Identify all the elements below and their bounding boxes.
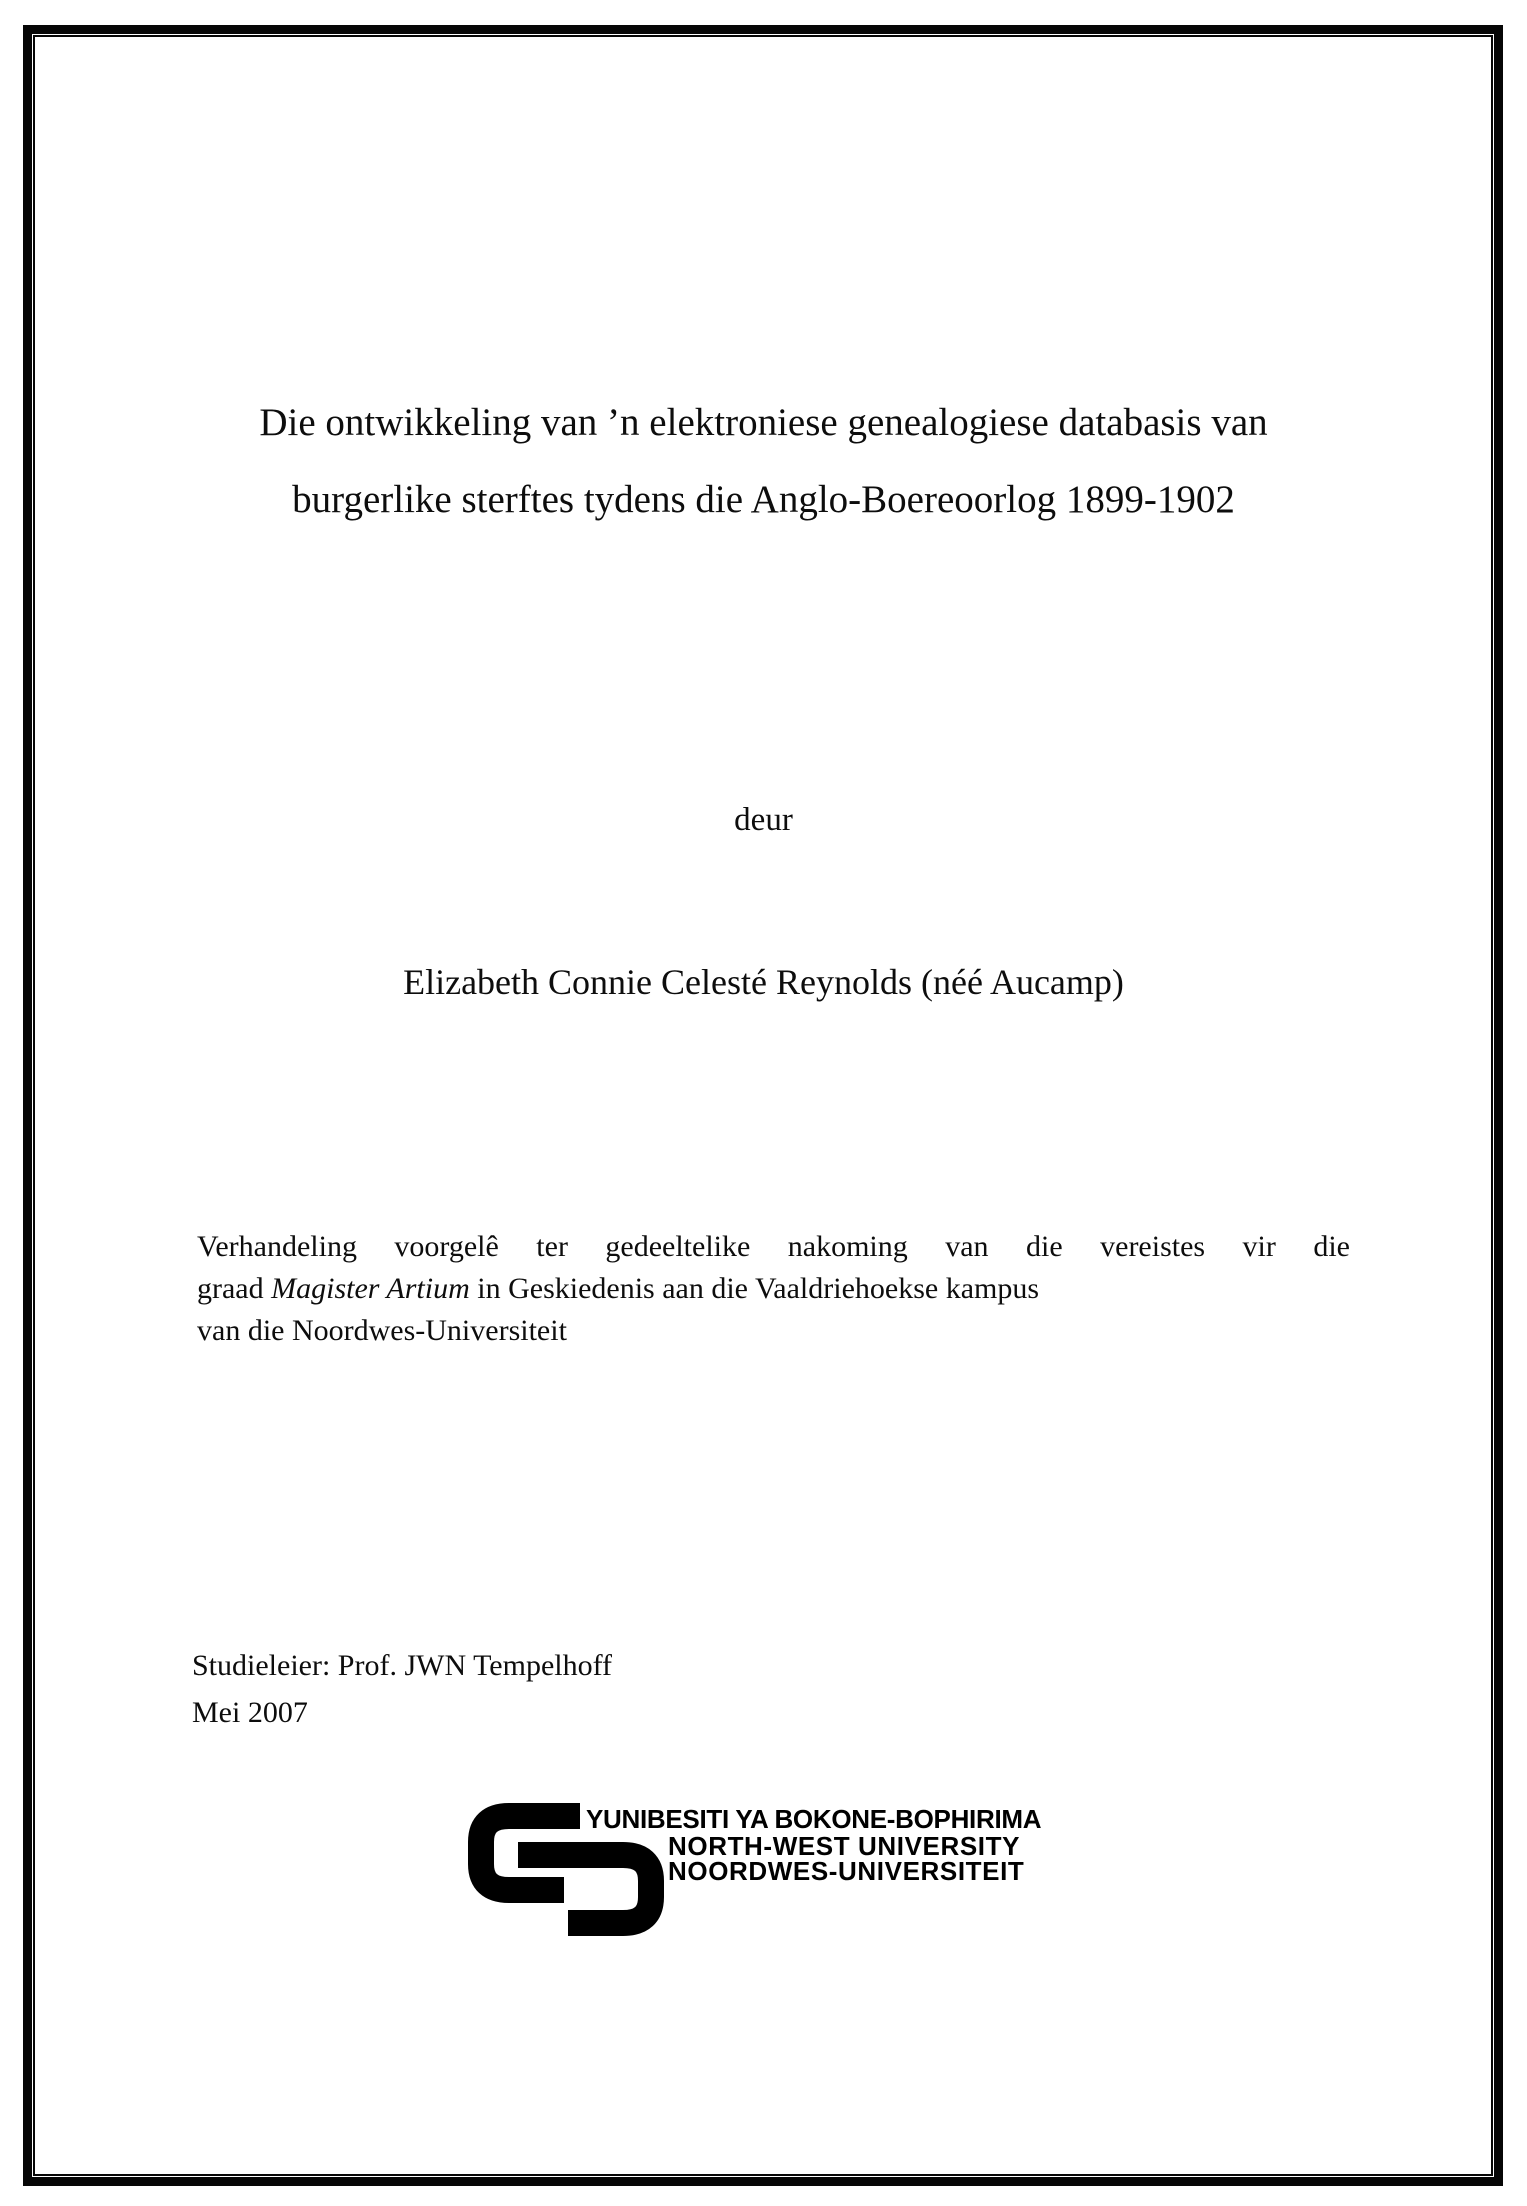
degree-statement [197, 1226, 1350, 1352]
logo-text-afrikaans: NOORDWES-UNIVERSITEIT [668, 1856, 1025, 1886]
logo-text-english: NORTH-WEST UNIVERSITY [668, 1831, 1021, 1861]
supervisor-block [192, 1642, 612, 1736]
date-line: Mei 2007 [192, 1696, 308, 1729]
degree-line2-post: in Geskiedenis aan die Vaaldriehoekse kampus [469, 1272, 1040, 1305]
title-line-1: Die ontwikkeling van ’n elektroniese genealogiese databasis van [259, 401, 1268, 444]
byline-deur: deur [734, 802, 793, 838]
title-line-2: burgerlike sterftes tydens die Anglo-Boereoorlog 1899-1902 [292, 478, 1235, 521]
degree-statement-line-1: Verhandeling voorgelê ter gedeeltelike nakoming van die vereistes vir die [197, 1230, 1350, 1263]
logo-text-setswana: YUNIBESITI YA BOKONE-BOPHIRIMA [586, 1804, 1042, 1834]
degree-line2-pre: graad [197, 1272, 272, 1305]
degree-name-italic: Magister Artium [271, 1272, 470, 1305]
author-name: Elizabeth Connie Celesté Reynolds (néé Aucamp) [403, 962, 1124, 1002]
thesis-title [90, 384, 1437, 538]
nwu-logo [468, 1800, 1148, 1970]
degree-statement-line-3: van die Noordwes-Universiteit [197, 1314, 567, 1347]
degree-statement-line-2 [197, 1268, 1350, 1310]
supervisor-line: Studieleier: Prof. JWN Tempelhoff [192, 1649, 613, 1682]
